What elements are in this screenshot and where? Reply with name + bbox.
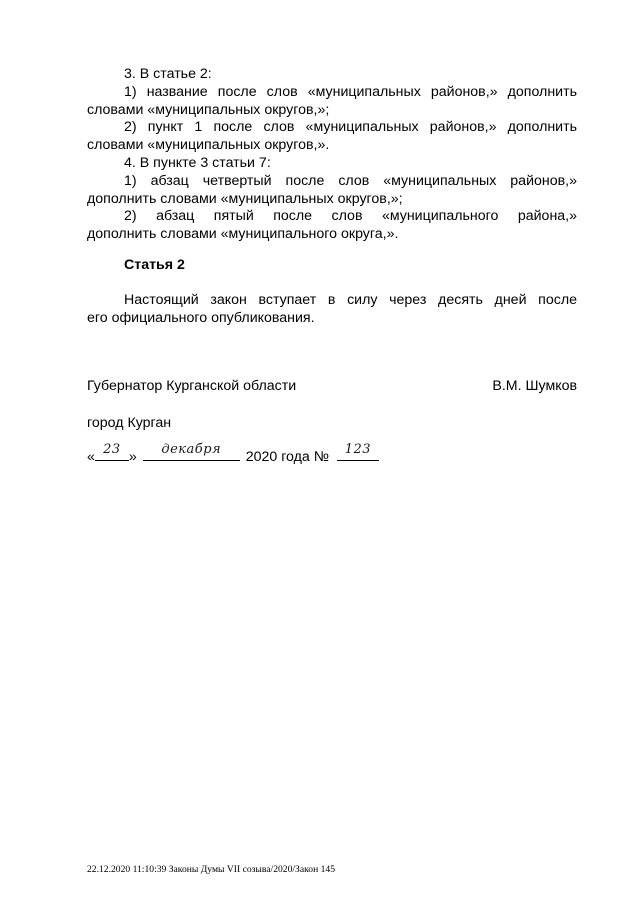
signature-block xyxy=(87,377,577,395)
signatory-title: Губернатор Курганской области xyxy=(87,378,297,394)
date-line xyxy=(87,442,379,466)
handwritten-month: декабря xyxy=(161,442,222,457)
text-line: Настоящий закон вступает в силу через десять дней после xyxy=(124,292,577,308)
year-text: 2020 года № xyxy=(245,449,329,465)
text-line: 4. В пункте 3 статьи 7: xyxy=(124,154,271,171)
text-line: дополнить словами «муниципальных округов,»; xyxy=(87,190,403,207)
text-line: его официального опубликования. xyxy=(87,309,315,326)
text-line: 3. В статье 2: xyxy=(124,66,212,82)
text-line: 1) абзац четвертый после слов «муниципальных районов,» xyxy=(124,172,577,189)
open-quote: « xyxy=(87,449,95,465)
text-line: словами «муниципальных округов,»; xyxy=(87,101,330,118)
amendments-section xyxy=(87,66,577,244)
city-label: город Курган xyxy=(87,415,172,431)
day-blank xyxy=(95,442,129,461)
document-footer: 22.12.2020 11:10:39 Законы Думы VII созыва/2020/Закон 145 xyxy=(87,864,336,875)
text-line: дополнить словами «муниципального округа,». xyxy=(87,226,399,243)
article2-paragraph xyxy=(87,292,577,328)
handwritten-day: 23 xyxy=(103,442,121,457)
text-line: словами «муниципальных округов,». xyxy=(87,137,330,154)
close-quote: » xyxy=(128,449,137,465)
month-blank xyxy=(143,442,240,461)
text-line: 2) пункт 1 после слов «муниципальных районов,» дополнить xyxy=(124,119,577,136)
article-heading: Статья 2 xyxy=(124,257,185,273)
text-line: 1) название после слов «муниципальных районов,» дополнить xyxy=(124,83,577,100)
handwritten-number: 123 xyxy=(344,442,372,457)
signatory-name: В.М. Шумков xyxy=(492,378,577,394)
number-blank xyxy=(337,442,379,461)
text-line: 2) абзац пятый после слов «муниципального района,» xyxy=(124,208,577,225)
